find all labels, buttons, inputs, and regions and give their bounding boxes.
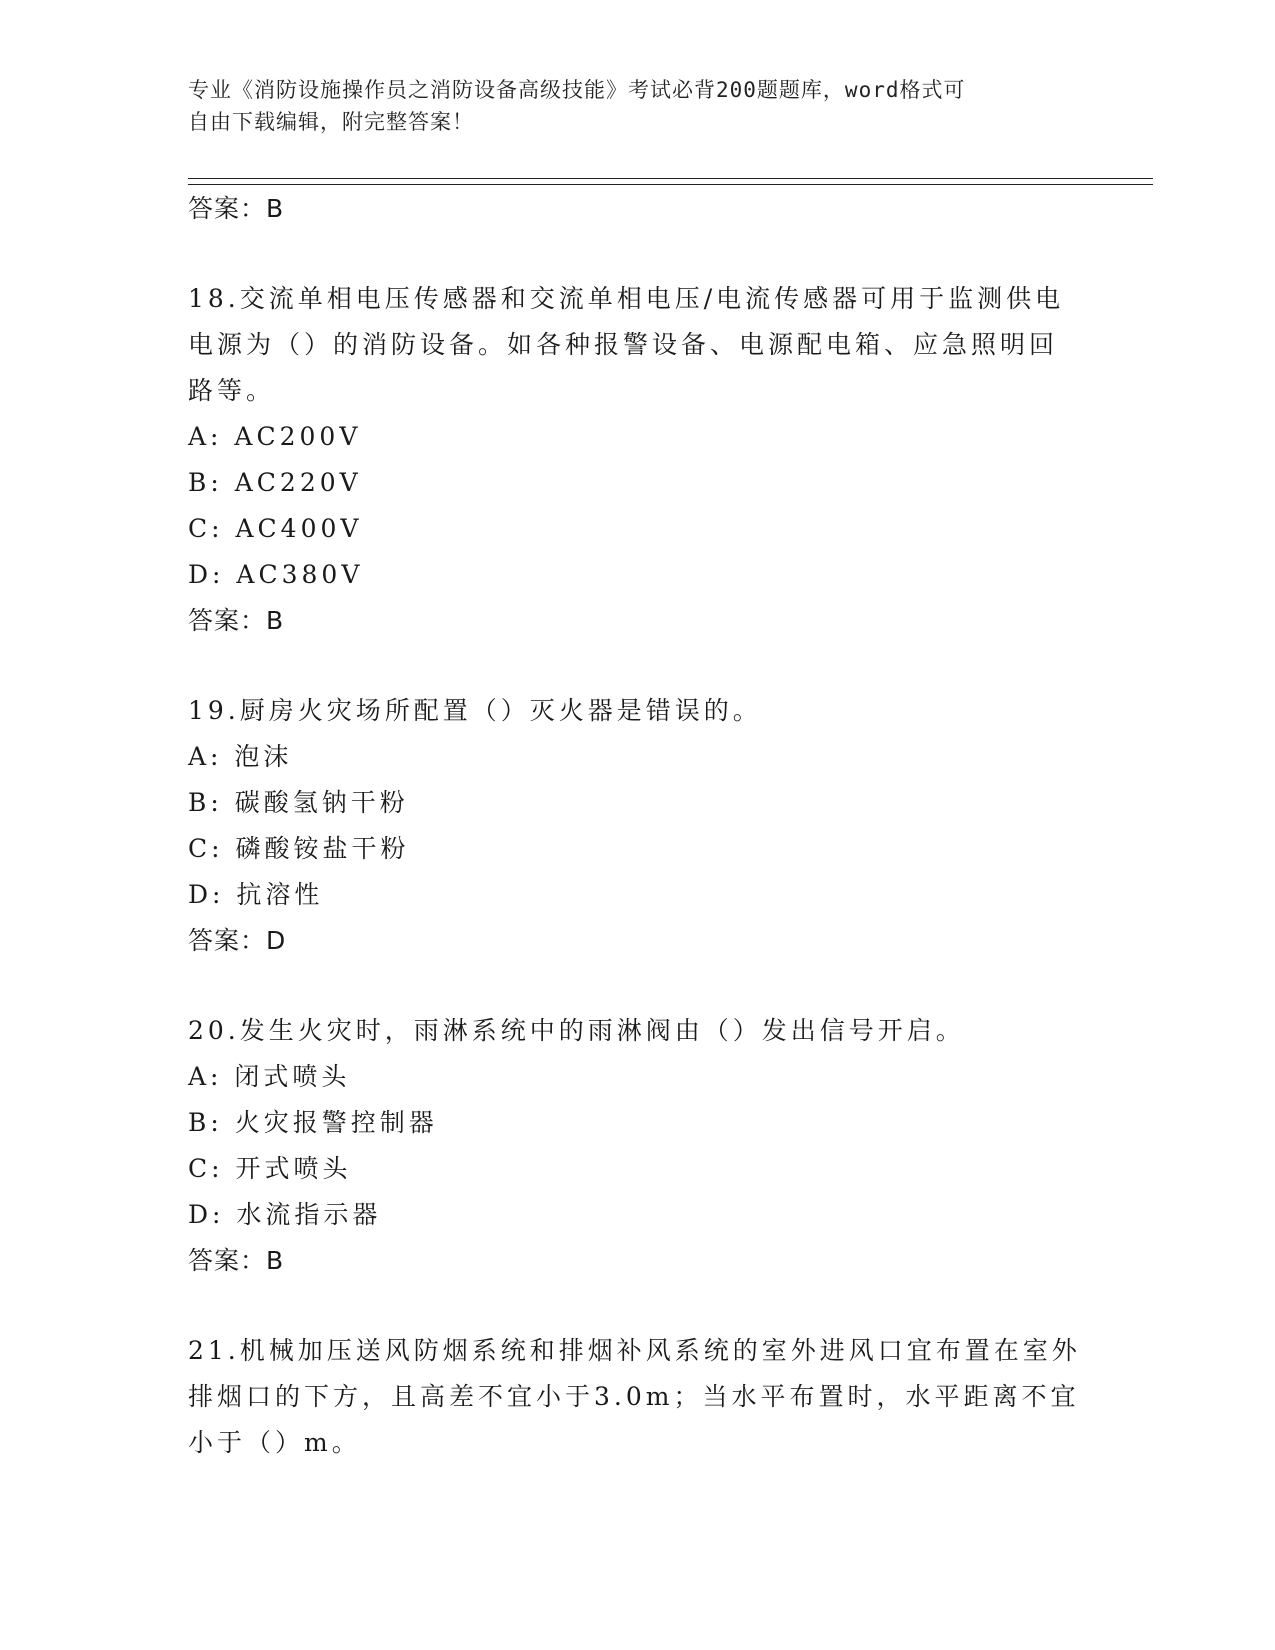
question-text-line: 18.交流单相电压传感器和交流单相电压/电流传感器可用于监测供电 xyxy=(188,284,1065,313)
answer-line: 答案：B xyxy=(188,606,285,635)
question-text-line: 路等。 xyxy=(188,376,276,405)
answer-line: 答案：B xyxy=(188,194,285,223)
header-divider xyxy=(188,178,1153,185)
question-item xyxy=(188,276,1088,644)
option-c: C: AC400V xyxy=(188,514,363,543)
question-item xyxy=(188,1008,1088,1284)
header-line-1: 专业《消防设施操作员之消防设备高级技能》考试必背200题题库，word格式可 xyxy=(188,78,966,102)
question-item xyxy=(188,688,1088,964)
question-text-line: 21.机械加压送风防烟系统和排烟补风系统的室外进风口宜布置在室外 xyxy=(188,1336,1081,1365)
option-a: A: AC200V xyxy=(188,422,362,451)
option-b: B: AC220V xyxy=(188,468,362,497)
option-c: C: 开式喷头 xyxy=(188,1154,352,1183)
option-b: B: 火灾报警控制器 xyxy=(188,1108,438,1137)
answer-line: 答案：D xyxy=(188,926,287,955)
question-text-line: 20.发生火灾时，雨淋系统中的雨淋阀由（）发出信号开启。 xyxy=(188,1016,965,1045)
question-list xyxy=(188,186,1088,1466)
option-b: B: 碳酸氢钠干粉 xyxy=(188,788,409,817)
document-header xyxy=(188,74,1068,138)
question-text-line: 19.厨房火灾场所配置（）灭火器是错误的。 xyxy=(188,696,762,725)
question-text-line: 排烟口的下方，且高差不宜小于3.0m；当水平布置时，水平距离不宜 xyxy=(188,1382,1080,1411)
question-text-line: 小于（）m。 xyxy=(188,1428,361,1457)
option-d: D: 抗溶性 xyxy=(188,880,324,909)
header-line-2: 自由下载编辑，附完整答案！ xyxy=(188,110,474,134)
option-d: D: AC380V xyxy=(188,560,364,589)
option-a: A: 泡沫 xyxy=(188,742,293,771)
question-item xyxy=(188,1328,1088,1466)
option-c: C: 磷酸铵盐干粉 xyxy=(188,834,410,863)
question-text-line: 电源为（）的消防设备。如各种报警设备、电源配电箱、应急照明回 xyxy=(188,330,1059,359)
option-d: D: 水流指示器 xyxy=(188,1200,382,1229)
option-a: A: 闭式喷头 xyxy=(188,1062,351,1091)
answer-line: 答案：B xyxy=(188,1246,285,1275)
